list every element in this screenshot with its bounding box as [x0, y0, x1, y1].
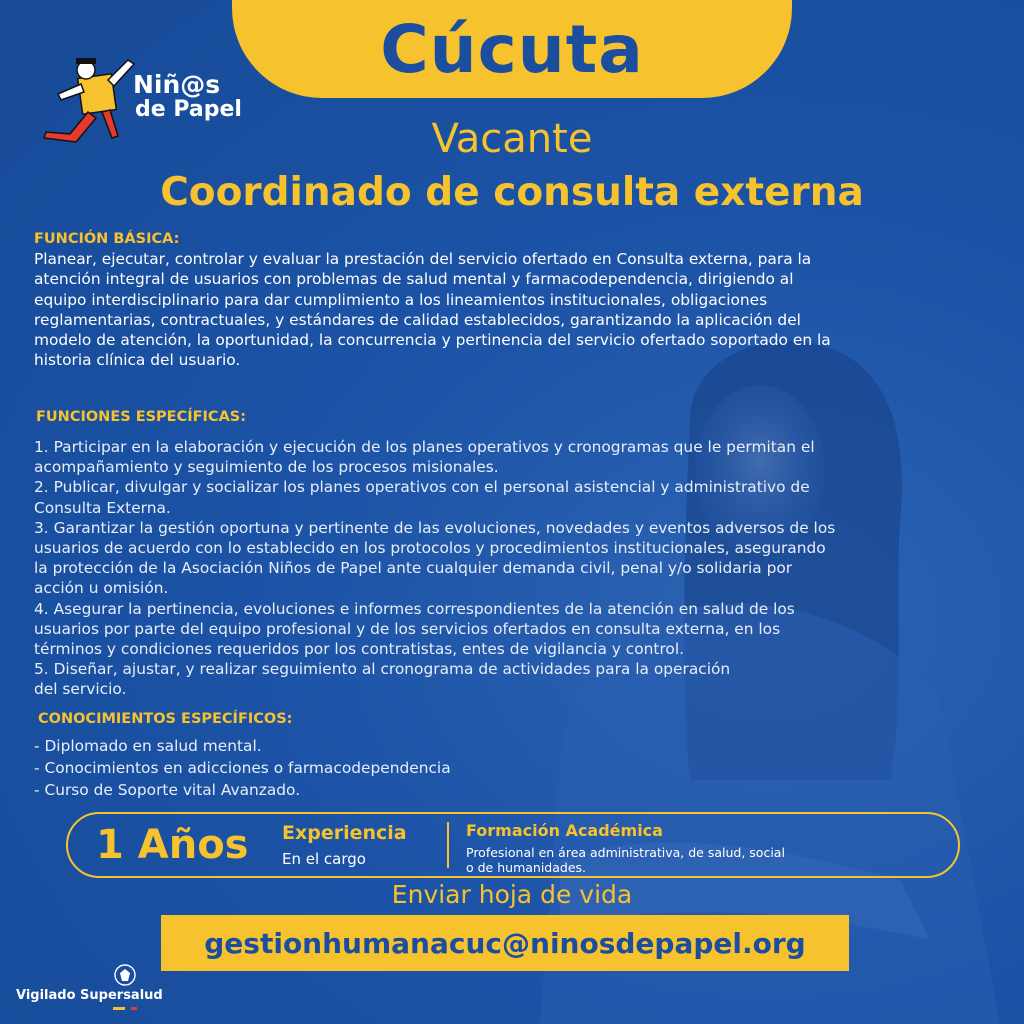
city-banner — [232, 0, 792, 98]
funciones-especificas-text: 1. Participar en la elaboración y ejecución de los planes operativos y cronogramas que le permitan el acompañamiento y seguimiento de los procesos misionales. 2. Publicar, divulgar y socializar los planes operativos con el personal asistencial y administrativo de Consulta Externa. 3. Garantizar la gestión oportuna y pertinente de las evoluciones, novedades y eventos adversos de los usuarios de acuerdo con lo establecido en los protocolos y procedimientos institucionales, asegurando la protección de la Asociación Niños de Papel ante cualquier demanda civil, penal y/o solidaria por acción u omisión. 4. Asegurar la pertinencia, evoluciones e informes correspondientes de la atención en salud de los usuarios por parte del equipo profesional y de los servicios ofertados en consulta externa, en los términos y condiciones requeridos por los contratistas, entes de vigilancia y control. 5. Diseñar, ajustar, y realizar seguimiento al cronograma de actividades para la operación del servicio. — [34, 438, 836, 699]
logo-line-2: de Papel — [135, 97, 242, 123]
contact-email[interactable]: gestionhumanacuc@ninosdepapel.org — [204, 926, 806, 960]
funcion-basica-heading: FUNCIÓN BÁSICA: — [34, 231, 180, 247]
formation-heading: Formación Académica — [466, 821, 663, 840]
vacancy-label: Vacante — [431, 116, 593, 162]
experience-subtext: En el cargo — [282, 850, 366, 868]
years-experience: 1 Años — [96, 822, 249, 868]
formation-text: Profesional en área administrativa, de salud, social o de humanidades. — [466, 845, 785, 875]
logo-wordmark — [133, 72, 242, 121]
logo-line-1: Niñ@s — [133, 70, 221, 99]
send-cv-label: Enviar hoja de vida — [391, 880, 633, 909]
city-title: Cúcuta — [380, 10, 644, 88]
supersalud-seal-icon — [111, 962, 139, 990]
vigilado-supersalud: Vigilado Supersalud — [16, 988, 163, 1003]
pill-divider — [447, 822, 449, 868]
colombia-flag-stripe-icon — [113, 1007, 137, 1010]
funcion-basica-text: Planear, ejecutar, controlar y evaluar la prestación del servicio ofertado en Consulta externa, para la atención integral de usuarios con problemas de salud mental y farmacodependencia, dirigiendo al equipo interdisciplinario para dar cumplimiento a los lineamientos institucionales, obligaciones reglamentarias, contractuales, y estándares de calidad establecidos, garantizando la aplicación del modelo de atención, la oportunidad, la concurrencia y pertinencia del servicio ofertado soportado en la historia clínica del usuario. — [34, 250, 831, 370]
conocimientos-heading: CONOCIMIENTOS ESPECÍFICOS: — [38, 711, 293, 727]
conocimientos-list: - Diplomado en salud mental. - Conocimientos en adicciones o farmacodependencia - Curso de Soporte vital Avanzado. — [34, 737, 451, 799]
job-title: Coordinado de consulta externa — [160, 170, 864, 215]
funciones-especificas-heading: FUNCIONES ESPECÍFICAS: — [36, 409, 247, 425]
email-box[interactable] — [161, 915, 849, 971]
experience-heading: Experiencia — [282, 822, 407, 844]
